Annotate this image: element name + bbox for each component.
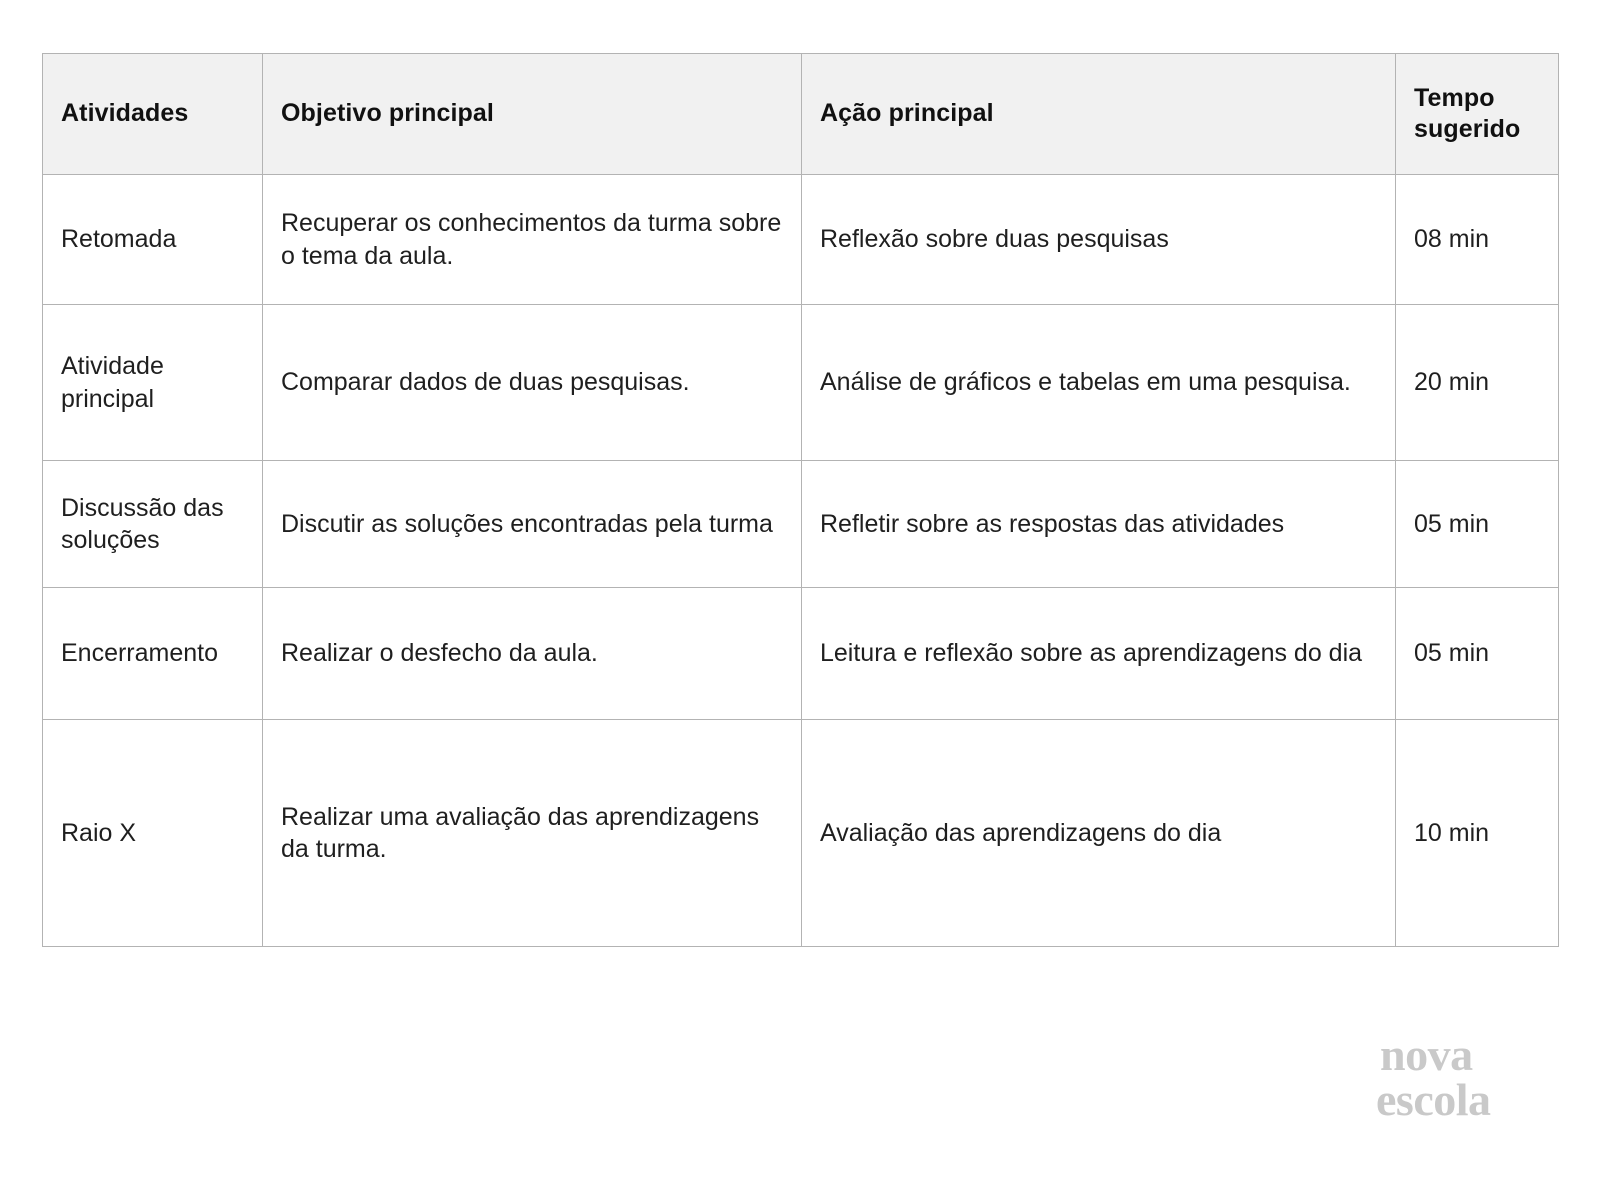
- cell-tempo: [1396, 588, 1559, 720]
- cell-acao-text: Refletir sobre as respostas das atividades: [820, 509, 1285, 538]
- table-body: [43, 175, 1559, 947]
- cell-acao: [802, 305, 1396, 461]
- cell-acao-text: Avaliação das aprendizagens do dia: [820, 818, 1222, 847]
- activity-plan-table: [42, 53, 1559, 947]
- cell-tempo-text: 05 min: [1414, 509, 1490, 538]
- table-row: [43, 175, 1559, 305]
- cell-tempo-text: 10 min: [1414, 818, 1490, 847]
- nova-escola-logo: [1376, 1029, 1556, 1126]
- cell-atividade: [43, 588, 263, 720]
- cell-objetivo-text: Discutir as soluções encontradas pela turma: [281, 509, 773, 538]
- table-row: [43, 720, 1559, 947]
- column-header-tempo-sugerido: [1396, 54, 1559, 175]
- cell-atividade-text: Encerramento: [61, 639, 219, 668]
- column-header-acao-principal: [802, 54, 1396, 175]
- cell-atividade-text: Retomada: [61, 225, 177, 254]
- table-row: [43, 461, 1559, 588]
- cell-acao-text: Análise de gráficos e tabelas em uma pesquisa.: [820, 368, 1351, 397]
- nova-escola-logo-line1: nova: [1380, 1029, 1473, 1080]
- table-header-row: [43, 54, 1559, 175]
- cell-objetivo-text: Recuperar os conhecimentos da turma sobre o tema da aula.: [281, 209, 782, 270]
- cell-atividade: [43, 461, 263, 588]
- cell-atividade: [43, 720, 263, 947]
- cell-objetivo: [263, 720, 802, 947]
- cell-objetivo: [263, 175, 802, 305]
- table-row: [43, 305, 1559, 461]
- table-header: [43, 54, 1559, 175]
- cell-objetivo: [263, 588, 802, 720]
- column-header-acao-principal-label: Ação principal: [820, 99, 994, 128]
- cell-tempo: [1396, 461, 1559, 588]
- cell-acao-text: Reflexão sobre duas pesquisas: [820, 225, 1169, 254]
- cell-tempo: [1396, 720, 1559, 947]
- column-header-tempo-sugerido-label-line2: sugerido: [1414, 115, 1521, 143]
- cell-objetivo-text: Comparar dados de duas pesquisas.: [281, 368, 690, 397]
- cell-atividade-text: Discussão das soluções: [61, 493, 224, 554]
- column-header-atividades-label: Atividades: [61, 99, 189, 128]
- cell-acao-text: Leitura e reflexão sobre as aprendizagens do dia: [820, 639, 1363, 668]
- nova-escola-logo-line2: escola: [1376, 1074, 1491, 1126]
- cell-atividade-text: Atividade principal: [61, 352, 164, 413]
- cell-tempo-text: 20 min: [1414, 368, 1490, 397]
- cell-acao: [802, 461, 1396, 588]
- table-row: [43, 588, 1559, 720]
- cell-tempo: [1396, 175, 1559, 305]
- cell-atividade: [43, 305, 263, 461]
- column-header-tempo-sugerido-label-line1: Tempo: [1414, 83, 1495, 112]
- cell-objetivo: [263, 305, 802, 461]
- cell-tempo-text: 08 min: [1414, 225, 1490, 254]
- cell-objetivo-text: Realizar o desfecho da aula.: [281, 639, 598, 668]
- cell-objetivo: [263, 461, 802, 588]
- cell-tempo-text: 05 min: [1414, 639, 1490, 668]
- cell-acao: [802, 720, 1396, 947]
- cell-tempo: [1396, 305, 1559, 461]
- cell-atividade-text: Raio X: [61, 818, 137, 847]
- column-header-atividades: [43, 54, 263, 175]
- cell-objetivo-text: Realizar uma avaliação das aprendizagens da turma.: [281, 802, 760, 863]
- cell-atividade: [43, 175, 263, 305]
- cell-acao: [802, 588, 1396, 720]
- cell-acao: [802, 175, 1396, 305]
- column-header-objetivo-principal-label: Objetivo principal: [281, 99, 494, 128]
- column-header-objetivo-principal: [263, 54, 802, 175]
